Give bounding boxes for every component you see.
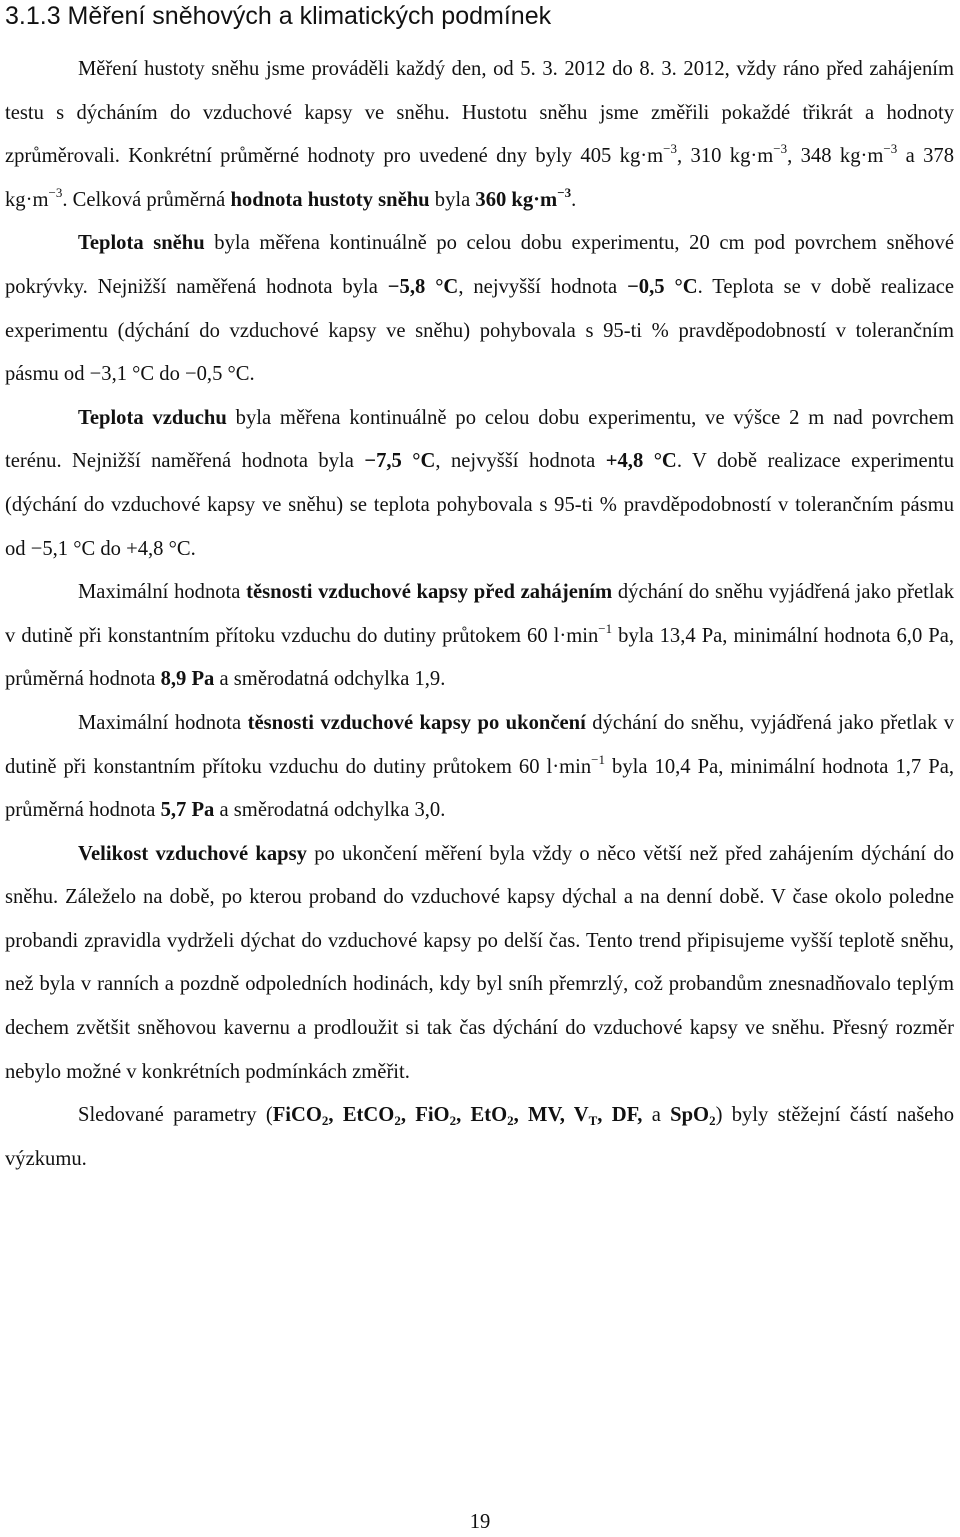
bold-text: Teplota sněhu [78,232,205,255]
bold-text: hodnota hustoty sněhu [230,188,430,211]
text: , 348 kg·m [787,145,884,168]
bold-text: +4,8 °C [605,450,677,473]
page-number: 19 [469,1511,491,1533]
bold-text: −0,5 °C [627,275,698,298]
text: byla měřena kontinuálně po celou dobu experimentu, ve výšce 2 m nad povrchem terénu. Nejnižší naměřená hodnota byla [5,406,954,473]
bold-text: 2 [394,1113,401,1129]
bold-text: Teplota vzduchu [78,406,227,429]
text: , nejvyšší hodnota [435,450,606,473]
bold-text: , FiO [400,1104,450,1127]
bold-text: 2 [449,1113,457,1129]
bold-text: −5,8 °C [387,275,459,298]
bold-text: těsnosti vzduchové kapsy před zahájením [246,581,613,604]
paragraph-air-temperature [5,397,954,571]
text: . V době realizace experimentu (dýchání do vzduchové kapsy ve sněhu) se teplota pohybovala s 95-ti % pravděpodobností v tolerančním pásmu od −5,1 °C do +4,8 °C. [5,450,955,560]
paragraph-tightness-before [5,571,954,702]
superscript: −3 [773,141,788,157]
text: Maximální hodnota [78,711,248,734]
bold-text: 2 [321,1113,329,1129]
superscript: −3 [48,184,63,200]
text: byla 10,4 Pa, minimální hodnota 1,7 Pa, průměrná hodnota [5,755,955,822]
text: po ukončení měření byla vždy o něco větší než před zahájením dýchání do sněhu. Záleželo na době, po kterou proband do vzduchové kapsy dýchal a na denní době. V čase okolo poledne probandi zpravidla vydrželi dýchat do vzduchové kapsy po delší čas. Tento trend připisujeme vyšší teplotě sněhu, než byla v ranních a pozdně odpoledních hodinách, kdy byl sníh přemrzlý, což probandům znesnadňovalo teplým dechem zvětšit sněhovou kavernu a prodloužit si tak čas dýchání do vzduchové kapsy ve sněhu. Přesný rozměr nebylo možné v konkrétních podmínkách změřit. [5,842,955,1083]
text: a směrodatná odchylka 1,9. [214,668,446,691]
superscript: −3 [663,141,677,157]
text: dýchání do sněhu vyjádřená jako přetlak v dutině při konstantním přítoku vzduchu do dutiny průtokem 60 l·min [5,581,955,647]
bold-text: Velikost vzduchové kapsy [78,842,307,865]
subscript [589,1113,598,1128]
superscript: −1 [598,620,613,636]
superscript: −3 [883,141,898,157]
paragraph-snow-density [5,48,954,222]
text: Sledované parametry ( [78,1104,273,1127]
bold-text: FiCO [272,1104,322,1127]
bold-text: 2 [709,1113,716,1129]
text: byla [429,188,476,211]
bold-text: , EtCO [328,1104,395,1127]
bold-text: , DF, [597,1104,643,1127]
paragraph-parameters [5,1094,954,1181]
bold-text: T [588,1113,598,1129]
text: byla 13,4 Pa, minimální hodnota 6,0 Pa, průměrná hodnota [5,624,955,691]
superscript: −1 [591,751,605,767]
text: . Teplota se v době realizace experimentu (dýchání do vzduchové kapsy ve sněhu) pohybovala s 95-ti % pravděpodobností v tolerančním pásmu od −3,1 °C do −0,5 °C. [5,275,955,386]
bold-text: −3 [557,184,572,200]
text: dýchání do sněhu, vyjádřená jako přetlak v dutině při konstantním přítoku vzduchu do dutiny průtokem 60 l·min [5,711,955,778]
bold-text: SpO [670,1104,710,1127]
bold-text: těsnosti vzduchové kapsy po ukončení [247,711,586,734]
bold-text: 8,9 Pa [160,668,215,691]
section-heading: 3.1.3 Měření sněhových a klimatických podmínek [5,2,552,30]
paragraph-tightness-after [5,702,954,833]
superscript [557,185,571,200]
bold-text: 5,7 Pa [160,799,215,822]
paragraph-pocket-size [5,833,954,1095]
text: Měření hustoty sněhu jsme prováděli každý den, od 5. 3. 2012 do 8. 3. 2012, vždy ráno před zahájením testu s dýcháním do vzduchové kapsy ve sněhu. Hustotu sněhu jsme změřili pokaždé třikrát a hodnoty zprůměrovali. Konkrétní průměrné hodnoty pro uvedené dny byly 405 kg·m [5,58,954,168]
paragraph-snow-temperature [5,222,954,396]
text: a 378 kg·m [5,145,955,211]
bold-text: 2 [507,1113,514,1129]
bold-text: , MV, V [513,1104,589,1127]
text: byla měřena kontinuálně po celou dobu experimentu, 20 cm pod povrchem sněhové pokrývky. Nejnižší naměřená hodnota byla [5,232,954,298]
bold-text: , EtO [456,1104,508,1127]
text: . [571,188,577,211]
text: ) byly stěžejní částí našeho výzkumu. [5,1104,954,1170]
bold-text: 360 kg·m [475,188,558,211]
bold-text: −7,5 °C [364,450,436,473]
text: a směrodatná odchylka 3,0. [214,799,446,822]
text: . Celková průměrná [62,188,231,211]
text: , 310 kg·m [677,145,774,168]
text: , nejvyšší hodnota [458,275,628,298]
text: a [642,1104,671,1127]
text: Maximální hodnota [78,581,247,604]
